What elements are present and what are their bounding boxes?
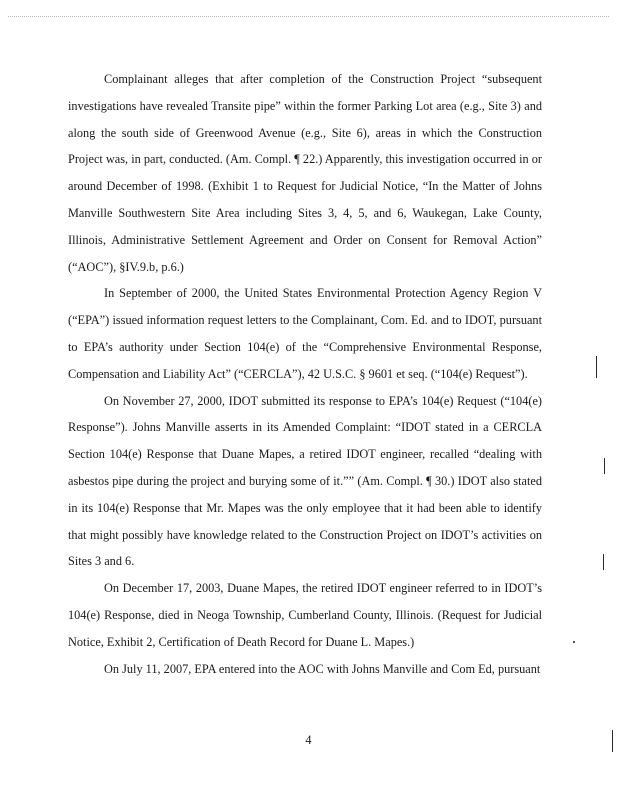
margin-mark — [603, 554, 604, 570]
paragraph-5: On July 11, 2007, EPA entered into the AOC with Johns Manville and Com Ed, pursuant — [104, 661, 541, 676]
margin-dot — [573, 641, 575, 643]
scan-artifact-top — [8, 16, 609, 19]
paragraph-4: On December 17, 2003, Duane Mapes, the retired IDOT engineer referred to in IDOT’s 104(e) Response, died in Neoga Township, Cumberland County, Illinois. (Request for Judicial Notice, Exhibit 2, Certification of Death Record for Duane L. Mapes.) — [68, 581, 542, 649]
page-number: 4 — [305, 733, 312, 747]
margin-mark — [612, 730, 613, 752]
margin-mark — [596, 356, 597, 378]
margin-mark — [604, 458, 605, 474]
paragraph-2: In September of 2000, the United States Environmental Protection Agency Region V (“EPA”) issued information request letters to the Complainant, Com. Ed. and to IDOT, pursuant to EPA’s authority under Section 104(e) of the “Comprehensive Environmental Response, Compensation and Liability Act” (“CERCLA”), 42 U.S.C. § 9601 et seq. (“104(e) Request”). — [68, 286, 542, 381]
paragraph-3: On November 27, 2000, IDOT submitted its response to EPA’s 104(e) Request (“104(e) Response”). Johns Manville asserts in its Amended Complaint: “IDOT stated in a CERCLA Section 104(e) Response that Duane Mapes, a retired IDOT engineer, recalled “dealing with asbestos pipe during the project and burying some of it.”” (Am. Compl. ¶ 30.) IDOT also stated in its 104(e) Response that Mr. Mapes was the only employee that it had been able to identify that might possibly have knowledge related to the Construction Project on IDOT’s activities on Sites 3 and 6. — [68, 393, 542, 569]
document-body — [68, 66, 542, 682]
paragraph-1: Complainant alleges that after completion of the Construction Project “subsequent investigations have revealed Transite pipe” within the former Parking Lot area (e.g., Site 3) and along the south side of Greenwood Avenue (e.g., Site 6), areas in which the Construction Project was, in part, conducted. (Am. Compl. ¶ 22.) Apparently, this investigation occurred in or around December of 1998. (Exhibit 1 to Request for Judicial Notice, “In the Matter of Johns Manville Southwestern Site Area including Sites 3, 4, 5, and 6, Waukegan, Lake County, Illinois, Administrative Settlement Agreement and Order on Consent for Removal Action” (“AOC”), §IV.9.b, p.6.) — [68, 72, 542, 274]
